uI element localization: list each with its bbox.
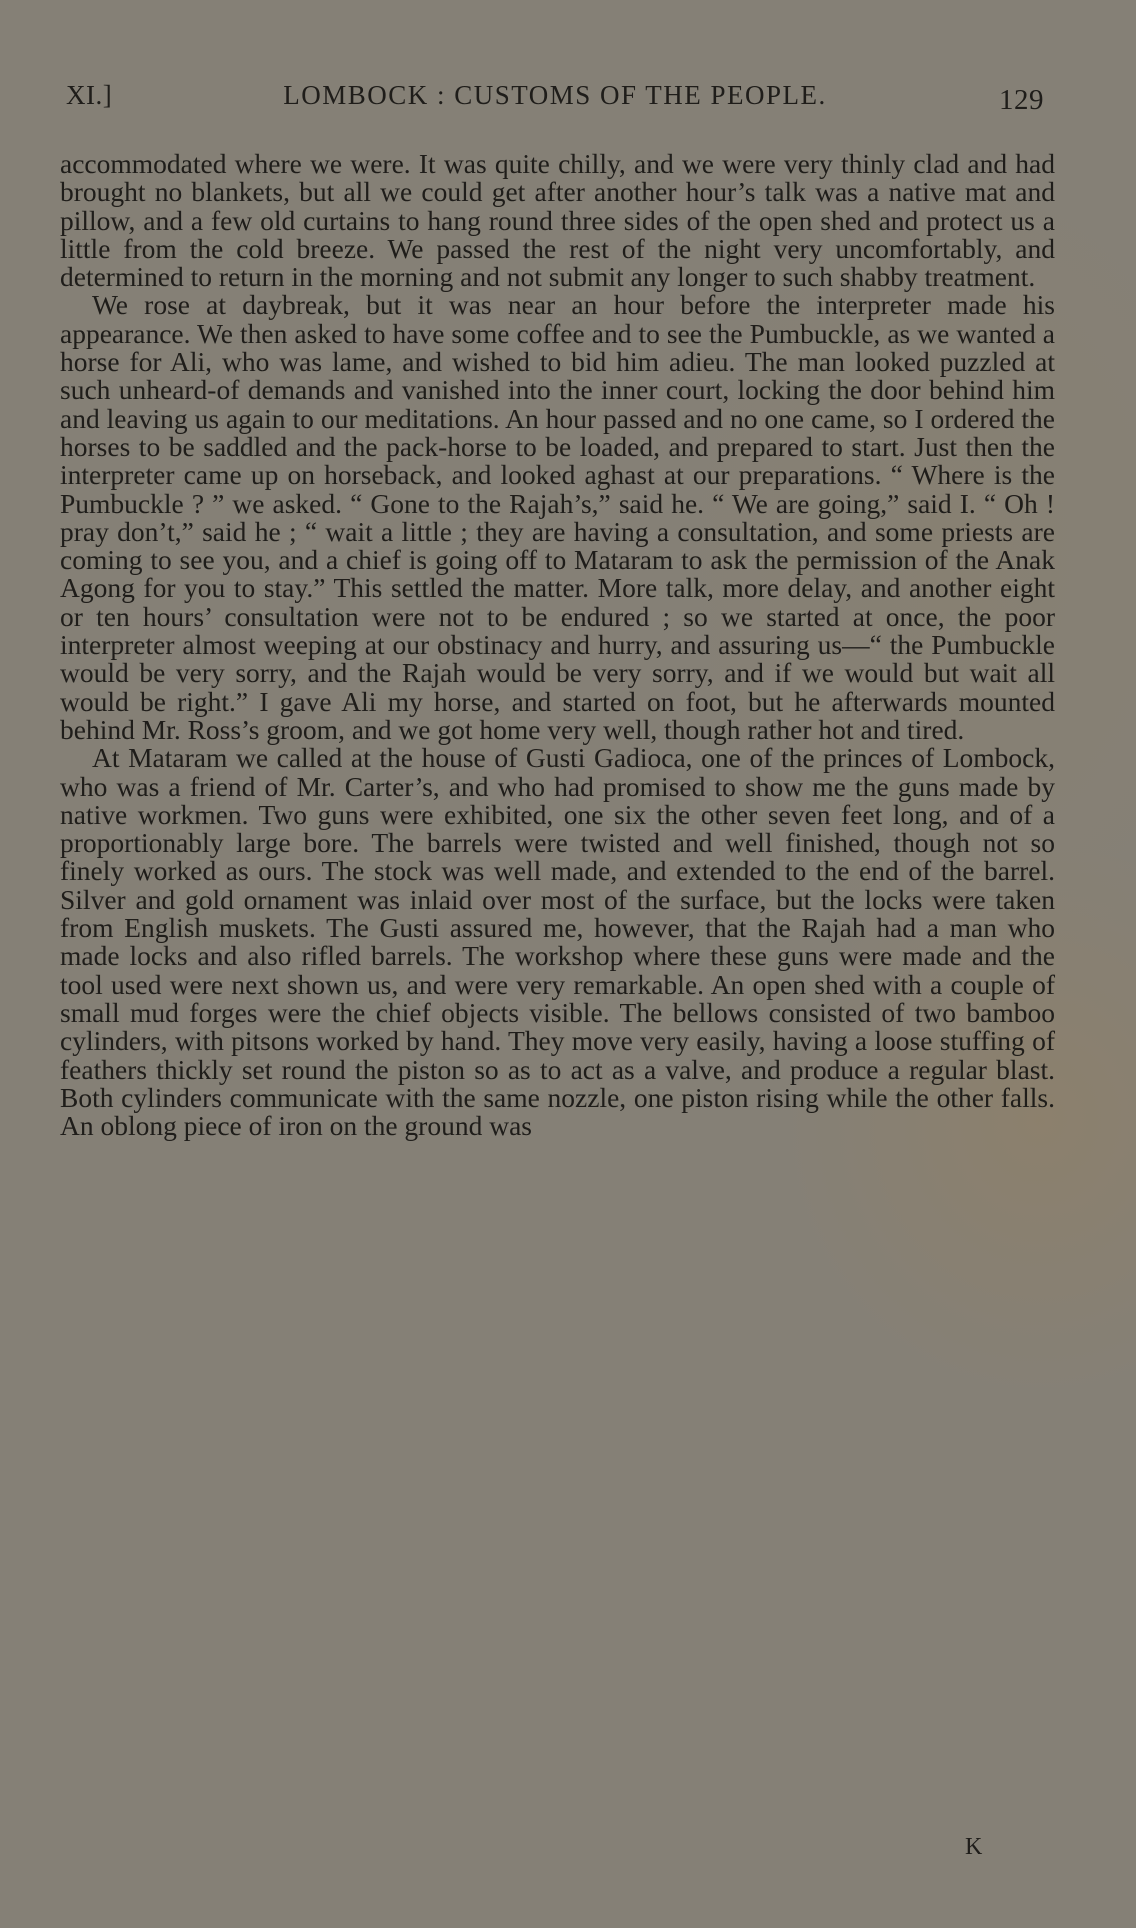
paragraph-daybreak: We rose at daybreak, but it was near an hour before the interpreter made his appearance. We then asked to have some coffee and to see the Pumbuckle, as we wanted a horse for Ali, who was lame, and wished to bid him adieu. The man looked puzzled at such unheard-of demands and vanished into the inner court, locking the door behind him and leaving us again to our meditations. An hour passed and no one came, so I ordered the horses to be saddled and the pack-horse to be loaded, and prepared to start. Just then the interpreter came up on horseback, and looked aghast at our preparations. “ Where is the Pumbuckle ? ” we asked. “ Gone to the Rajah’s,” said he. “ We are going,” said I. “ Oh ! pray don’t,” said he ; “ wait a little ; they are having a consultation, and some priests are coming to see you, and a chief is going off to Mataram to ask the permission of the Anak Agong for you to stay.” This settled the matter. More talk, more delay, and another eight or ten hours’ consultation were not to be endured ; so we started at once, the poor interpreter almost weeping at our obstinacy and hurry, and assuring us—“ the Pumbuckle would be very sorry, and the Rajah would be very sorry, and if we would but wait all would be right.” I gave Ali my horse, and started on foot, but he afterwards mounted behind Mr. Ross’s groom, and we got home very well, though rather hot and tired. xyxy=(60,289,1055,745)
body-text xyxy=(60,150,1055,1140)
paragraph-continuation: accommodated where we were. It was quite chilly, and we were very thinly clad and had brought no blankets, but all we could get after another hour’s talk was a native mat and pillow, and a few old curtains to hang round three sides of the open shed and protect us a little from the cold breeze. We passed the rest of the night very uncomfortably, and determined to return in the morning and not submit any longer to such shabby treatment. xyxy=(60,148,1055,293)
page-number: 129 xyxy=(999,84,1044,116)
signature-mark: K xyxy=(965,1834,984,1860)
running-title: LOMBOCK : CUSTOMS OF THE PEOPLE. xyxy=(283,80,827,110)
paragraph-mataram: At Mataram we called at the house of Gusti Gadioca, one of the princes of Lombock, who was a friend of Mr. Carter’s, and who had promised to show me the guns made by native workmen. Two guns were exhibited, one six the other seven feet long, and of a proportionably large bore. The barrels were twisted and well finished, though not so finely worked as ours. The stock was well made, and extended to the end of the barrel. Silver and gold ornament was inlaid over most of the surface, but the locks were taken from English muskets. The Gusti assured me, however, that the Rajah had a man who made locks and also rifled barrels. The workshop where these guns were made and the tool used were next shown us, and were very remarkable. An open shed with a couple of small mud forges were the chief objects visible. The bellows consisted of two bamboo cylinders, with pitsons worked by hand. They move very easily, having a loose stuffing of feathers thickly set round the piston so as to act as a valve, and produce a regular blast. Both cylinders communicate with the same nozzle, one piston rising while the other falls. An oblong piece of iron on the ground was xyxy=(60,742,1055,1142)
running-head xyxy=(60,80,1050,120)
chapter-number: XI.] xyxy=(66,80,113,110)
